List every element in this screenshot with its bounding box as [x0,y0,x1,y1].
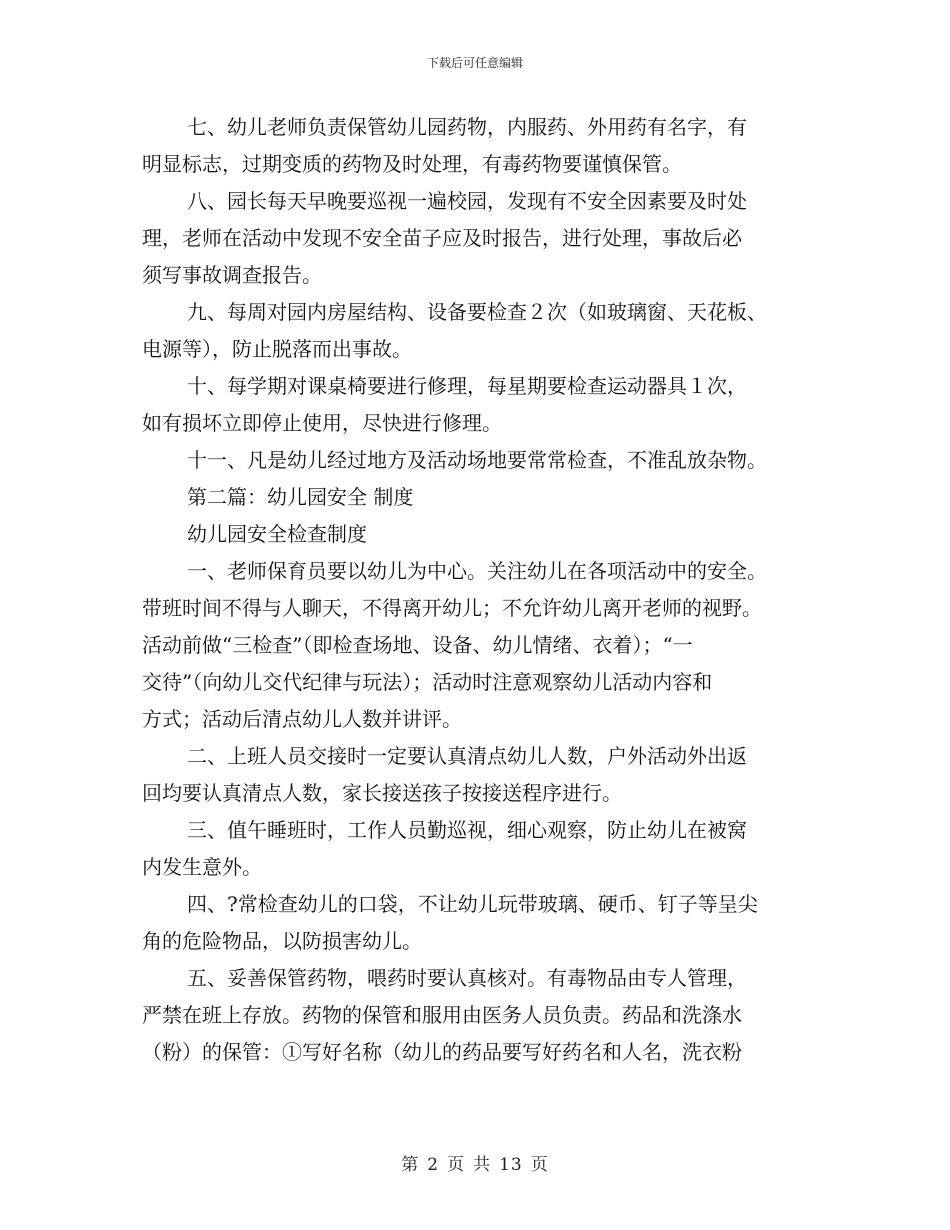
footer-suffix: 页 [530,1155,549,1175]
text-line: 如有损坏立即停止使用，尽快进行修理。 [142,411,502,435]
text-line: 十一、凡是幼儿经过地方及活动场地要常常检查，不准乱放杂物。 [187,448,767,472]
text-line: 五、妥善保管药物，喂药时要认真核对。有毒物品由专人管理， [187,966,747,990]
text-line: 电源等），防止脱落而出事故。 [142,337,412,361]
text-line: 七、幼儿老师负责保管幼儿园药物，内服药、外用药有名字，有 [187,115,747,139]
text-line: 第二篇：幼儿园安全 制度 [187,485,414,509]
footer-current-page: 2 [427,1155,440,1175]
text-line: 须写事故调查报告。 [142,263,322,287]
text-line: 交待”（向幼儿交代纪律与玩法）；活动时注意观察幼儿活动内容和 [142,670,713,694]
text-line: 三、值午睡班时，工作人员勤巡视，细心观察，防止幼儿在被窝 [187,818,747,842]
text-line: 二、上班人员交接时一定要认真清点幼儿人数，户外活动外出返 [187,744,747,768]
text-line: 内发生意外。 [142,855,262,879]
footer-page-word: 页 [447,1155,466,1175]
text-line: 幼儿园安全检查制度 [187,522,367,546]
text-line: 明显标志，过期变质的药物及时处理，有毒药物要谨慎保管。 [142,152,682,176]
text-line: 严禁在班上存放。药物的保管和服用由医务人员负责。药品和洗涤水 [142,1003,742,1027]
text-line: 十、每学期对课桌椅要进行修理，每星期要检查运动器具１次， [187,374,747,398]
text-line: 带班时间不得与人聊天，不得离开幼儿；不允许幼儿离开老师的视野。 [142,596,762,620]
text-line: （粉）的保管：①写好名称（幼儿的药品要写好药名和人名，洗衣粉 [142,1040,742,1064]
text-line: 一、老师保育员要以幼儿为中心。关注幼儿在各项活动中的安全。 [187,559,767,583]
text-line: 方式；活动后清点幼儿人数并讲评。 [142,707,462,731]
document-body [142,109,812,1071]
text-line: 角的危险物品，以防损害幼儿。 [142,929,422,953]
text-line: 活动前做“三检查”（即检查场地、设备、幼儿情绪、衣着）；“一 [142,633,693,657]
page-header: 下载后可任意编辑 [426,56,523,70]
footer-prefix: 第 [401,1155,420,1175]
text-line: 理，老师在活动中发现不安全苗子应及时报告，进行处理，事故后必 [142,226,742,250]
text-line: 九、每周对园内房屋结构、设备要检查２次（如玻璃窗、天花板、 [187,300,767,324]
footer-total-pages: 13 [499,1155,523,1175]
text-line: 八、园长每天早晚要巡视一遍校园，发现有不安全因素要及时处 [187,189,747,213]
footer-total-word: 共 [473,1155,492,1175]
text-line: 回均要认真清点人数，家长接送孩子按接送程序进行。 [142,781,622,805]
text-line: 四、?常检查幼儿的口袋，不让幼儿玩带玻璃、硬币、钉子等呈尖 [187,892,758,916]
page-footer [0,1150,950,1175]
